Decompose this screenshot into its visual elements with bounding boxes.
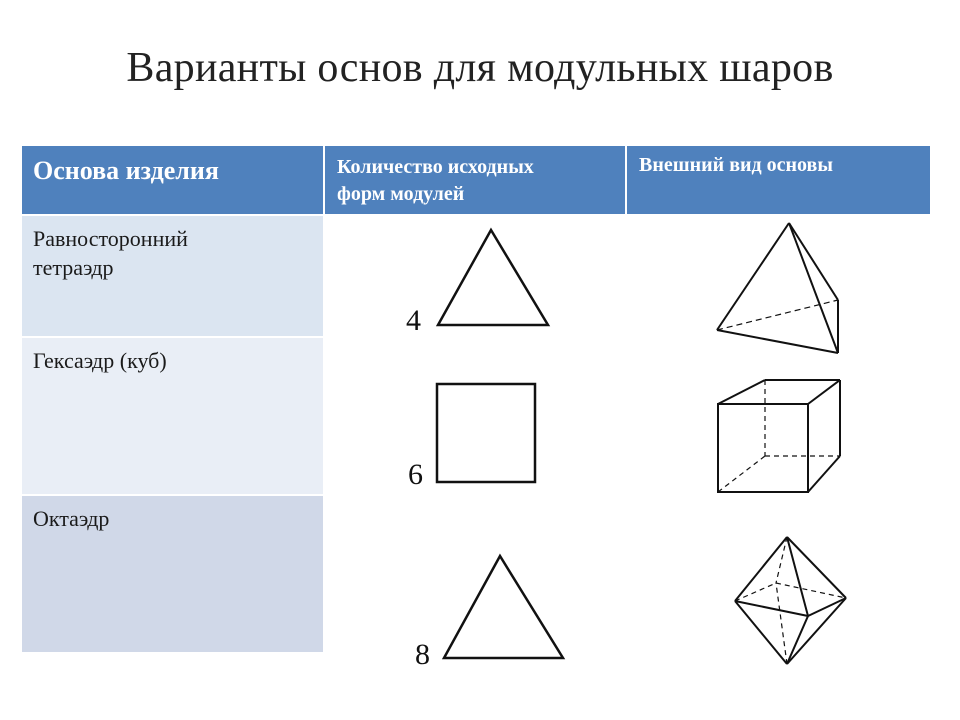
triangle-shape-icon	[438, 230, 548, 325]
module-count-octahedron: 8	[415, 638, 430, 671]
square-shape-icon	[437, 384, 535, 482]
module-count-tetrahedron: 4	[406, 304, 421, 337]
slide-title: Варианты основ для модульных шаров	[126, 45, 834, 91]
octahedron-icon	[735, 537, 846, 664]
row-name-line1: Октаэдр	[33, 506, 110, 531]
cube-icon	[718, 380, 840, 492]
row-name-line1: Гексаэдр (куб)	[33, 348, 167, 373]
header-module-count-line2: форм модулей	[337, 183, 465, 205]
row-name-line2: тетраэдр	[33, 255, 114, 280]
triangle-shape-icon	[444, 556, 563, 658]
header-module-count-line1: Количество исходных	[337, 156, 534, 178]
header-appearance: Внешний вид основы	[627, 146, 930, 214]
row-name-line1: Равносторонний	[33, 226, 188, 251]
tetrahedron-icon	[717, 223, 838, 353]
module-count-cube: 6	[408, 458, 423, 491]
header-base: Основа изделия	[22, 146, 323, 214]
